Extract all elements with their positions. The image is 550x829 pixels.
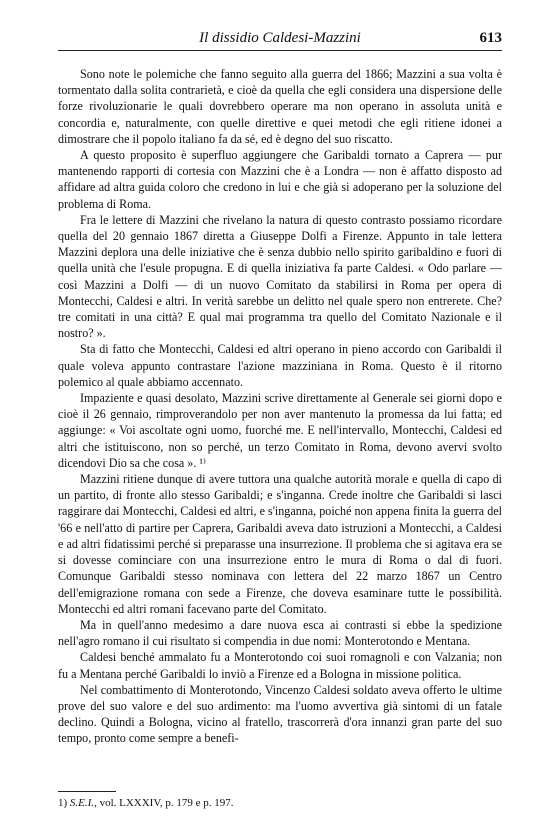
footnote-publication: S.E.I. — [69, 797, 95, 809]
running-title: Il dissidio Caldesi-Mazzini — [199, 30, 361, 46]
page-header — [58, 26, 502, 48]
footnote-marker: 1) — [58, 797, 68, 809]
footnote-rule — [58, 791, 116, 792]
header-rule — [58, 50, 502, 51]
paragraph: Nel combattimento di Monterotondo, Vincenzo Caldesi soldato aveva offerto le ultime prove del suo valore e del suo ardimento: ma l'uomo avvertiva già sintomi di un fatale declino. Quindi a Bologna, vicino al fratello, trascorrerà d'ora innanzi gran parte del suo tempo, pronto come sempre a benefi- — [58, 682, 502, 746]
footnote — [58, 797, 234, 809]
paragraph: Mazzini ritiene dunque di avere tuttora una qualche autorità morale e quella di capo di un partito, di fronte allo stesso Garibaldi; e s'inganna. Crede inoltre che Garibaldi si lasci raggirare dai Montecchi, Caldesi ed altri, e s'inganna, poiché non appena finita la guerra del '66 e nell'atto di partire per Caprera, Garibaldi aveva dato istruzioni a Montecchi, a Caldesi e ad altri fidatissimi perché si preparasse una insurrezione. Il problema che si agitava era se si dovesse cominciare con una insurrezione entro le mura di Roma o dal di fuori. Comunque Garibaldi stesso nominava con lettera del 22 marzo 1867 un Centro dell'emigrazione romana con sede a Firenze, che doveva esaminare tutte le possibilità. Montecchi ed altri romani facevano parte del Comitato. — [58, 472, 502, 616]
footnote-reference: , vol. LXXXIV, p. 179 e p. 197. — [94, 797, 234, 809]
paragraph: Sta di fatto che Montecchi, Caldesi ed altri operano in pieno accordo con Garibaldi il quale voleva appunto contrastare l'azione mazziniana in Roma. Questo è il ritorno polemico al quale abbiamo accennato. — [58, 342, 502, 389]
paragraph: Fra le lettere di Mazzini che rivelano la natura di questo contrasto possiamo ricordare quella del 20 gennaio 1867 diretta a Giuseppe Dolfi a Firenze. Appunto in tale lettera Mazzini deplora una delle iniziative che è senza dubbio nello spirito garibaldino e fuori di quella unità che l'esule propugna. E di quella iniziativa fa parte Caldesi. « Odo parlare — così Mazzini a Dolfi — di un nuovo Comitato da stabilirsi in Roma per opera di Montecchi, Caldesi e altri. In verità sarebbe un delitto nel quale spero non entrerete. Che? tre comitati in una città? E qual mai programma tra quello del Comitato Nazionale e il nostro? ». — [58, 212, 502, 341]
paragraph: A questo proposito è superfluo aggiungere che Garibaldi tornato a Caprera — pur mantenendo rapporti di cortesia con Mazzini che è a Londra — non è affatto disposto ad affidare ad altra guida coloro che credono in lui e che già si adoperano per la soluzione del problema di Roma. — [58, 148, 502, 211]
paragraph: Impaziente e quasi desolato, Mazzini scrive direttamente al Generale sei giorni dopo e cioè il 26 gennaio, rimproverandolo per non aver mantenuto la promessa da lui fatta; ed aggiunge: « Voi ascoltate ogni uomo, fuorché me. E nell'intervallo, Montecchi, Caldesi ed altri che istituiscono, non so perché, un terzo Comitato in Roma, devono avervi svolto dicendovi Dio sa che cosa ». ¹⁾ — [58, 391, 502, 470]
page-number: 613 — [479, 30, 502, 46]
body-text — [58, 66, 502, 747]
paragraph: Ma in quell'anno medesimo a dare nuova esca ai contrasti si ebbe la spedizione nell'agro romano il cui risultato si compendia in due nomi: Monterotondo e Mentana. — [58, 617, 502, 649]
paragraph: Caldesi benché ammalato fu a Monterotondo coi suoi romagnoli e con Valzania; non fu a Mentana perché Garibaldi lo inviò a Firenze ed a Bologna in missione politica. — [58, 650, 502, 681]
paragraph: Sono note le polemiche che fanno seguito alla guerra del 1866; Mazzini a sua volta è tormentato dalla solita contrarietà, e cioè da quella che egli considera una dispersione delle forze rivoluzionarie le quali dovrebbero operare ma non operano in assoluta unità e concordia e, naturalmente, con quelle direttive e quei metodi che egli ritiene idonei a dimostrare che il popolo italiano fa da sé, ed è degno del suo riscatto. — [58, 67, 502, 146]
